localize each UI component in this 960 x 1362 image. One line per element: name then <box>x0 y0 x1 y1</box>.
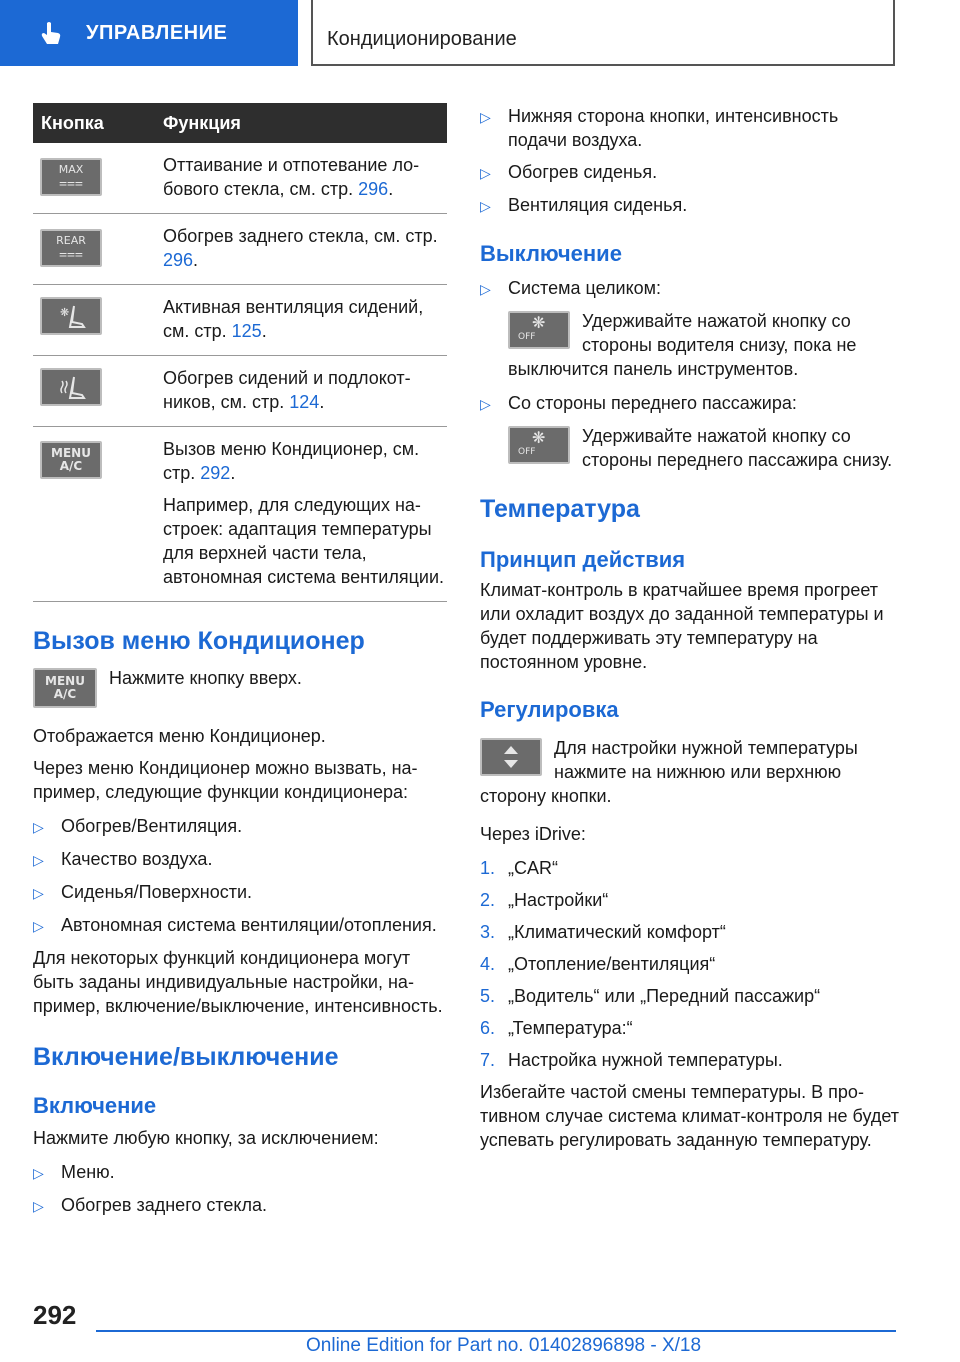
page-link[interactable]: 292 <box>200 463 231 483</box>
triangle-bullet-icon: ▷ <box>33 885 44 901</box>
list-item: ▷ Нижняя сторона кнопки, интенсивность подачи воздуха. <box>480 106 839 150</box>
page-header <box>0 0 960 66</box>
list-item: ▷ Вентиляция сиденья. <box>480 193 900 218</box>
fan-off-icon: ❋ OFF <box>508 311 570 349</box>
on-text: Нажмите любую кнопку, за исключением: <box>33 1128 379 1148</box>
row-function-text: Активная вентиляция сидений, см. стр. 125. <box>155 285 447 356</box>
triangle-bullet-icon: ▷ <box>33 819 44 835</box>
triangle-bullet-icon: ▷ <box>33 918 44 934</box>
page-link[interactable]: 124 <box>289 392 320 412</box>
principle-text: Климат-контроль в кратчайшее время прогреет или охладит воздух до заданной температуры и будет поддерживать эту температуру на постоянном уровне. <box>480 580 884 672</box>
onoff-title: Включение/выключение <box>33 1043 339 1071</box>
idrive-label: Через iDrive: <box>480 824 586 844</box>
hand-pointer-icon <box>38 20 64 46</box>
max-defrost-icon: MAX ⩶ <box>40 158 102 196</box>
list-item: 3. „Климатический комфорт“ <box>480 922 726 942</box>
triangle-bullet-icon: ▷ <box>33 852 44 868</box>
list-item: ▷ Сиденья/Поверхности. <box>33 880 447 905</box>
list-item: 1. „CAR“ <box>480 858 558 878</box>
principle-title: Принцип действия <box>480 547 686 572</box>
menu-p2: Через меню Кондиционер можно вызвать, например, следующие функции кондиционера: <box>33 758 418 802</box>
off-b1-text: Удерживайте нажатой кнопку со стороны водителя снизу, пока не выключится панель инструментов. <box>508 311 857 379</box>
page-link[interactable]: 296 <box>358 179 389 199</box>
triangle-bullet-icon: ▷ <box>33 1198 44 1214</box>
page-link[interactable]: 125 <box>231 321 262 341</box>
row-function-text: Вызов меню Кондиционер, см. стр. 292. Например, для следующих настроек: адаптация температуры для верхней части тела, автономная система вентиляции. <box>155 427 447 602</box>
menu-ac-icon: MENU A/C <box>40 441 102 479</box>
table-row <box>33 427 447 602</box>
triangle-bullet-icon: ▷ <box>480 281 491 297</box>
triangle-bullet-icon: ▷ <box>480 198 491 214</box>
col-header-button: Кнопка <box>33 103 155 143</box>
triangle-bullet-icon: ▷ <box>480 396 491 412</box>
list-item: ▷ Меню. <box>33 1160 447 1185</box>
list-item: ▷ Обогрев/Вентиляция. <box>33 814 447 839</box>
chapter-label: Кондиционирование <box>327 28 517 50</box>
menu-ac-icon: MENU A/C <box>33 668 97 708</box>
chapter-box <box>311 0 895 66</box>
adjust-title: Регулировка <box>480 697 619 722</box>
function-table <box>33 103 447 602</box>
triangle-bullet-icon: ▷ <box>480 109 491 125</box>
row-function-text: Оттаивание и отпотевание лобового стекла, см. стр. 296. <box>155 143 447 214</box>
adjust-text: Для настройки нужной температуры нажмите на нижнюю или верхнюю сторону кнопки. <box>480 738 858 806</box>
fan-off-icon: ❋ OFF <box>508 426 570 464</box>
left-column <box>33 103 447 1218</box>
row-extra-text: Например, для следующих настроек: адаптация температуры для верхней части тела, автономная система вентиляции. <box>163 495 445 587</box>
table-row <box>33 285 447 356</box>
triangle-bullet-icon: ▷ <box>33 1165 44 1181</box>
list-item: ▷ Обогрев заднего стекла. <box>33 1193 447 1218</box>
seat-ventilation-icon <box>40 297 102 335</box>
menu-intro: Нажмите кнопку вверх. <box>109 668 302 688</box>
row-function-text: Обогрев заднего стекла, см. стр. 296. <box>155 214 447 285</box>
section-tab[interactable] <box>0 0 298 66</box>
list-item: ▷ Качество воздуха. <box>33 847 447 872</box>
rear-window-heat-icon: REAR ⩶ <box>40 229 102 267</box>
page-link[interactable]: 296 <box>163 250 194 270</box>
list-item: 6. „Температура:“ <box>480 1018 633 1038</box>
section-label: УПРАВЛЕНИЕ <box>86 21 228 44</box>
svg-text:❋: ❋ <box>60 306 70 319</box>
page-number: 292 <box>33 1300 77 1330</box>
seat-heating-icon <box>40 368 102 406</box>
col-header-function: Функция <box>155 103 447 143</box>
menu-section-title: Вызов меню Кондиционер <box>33 627 365 655</box>
footer-divider <box>96 1330 896 1332</box>
temperature-warning: Избегайте частой смены температуры. В противном случае система климат-контроля не будет успевать регулировать заданную температуру. <box>480 1082 900 1150</box>
on-title: Включение <box>33 1093 157 1118</box>
list-item: 5. „Водитель“ или „Передний пассажир“ <box>480 986 821 1006</box>
menu-p1: Отображается меню Кондиционер. <box>33 726 326 746</box>
list-item: ▷ Система целиком: <box>480 276 900 301</box>
list-item: ▷ Автономная система вентиляции/отопления. <box>33 913 447 938</box>
list-item: ▷ Со стороны переднего пассажира: <box>480 391 900 416</box>
triangle-bullet-icon: ▷ <box>480 165 491 181</box>
table-row <box>33 214 447 285</box>
list-item: ▷ Обогрев сиденья. <box>480 160 900 185</box>
list-item: 4. „Отопление/вентиляция“ <box>480 954 716 974</box>
off-b2-text: Удерживайте нажатой кнопку со стороны переднего пассажира снизу. <box>582 426 893 470</box>
right-column <box>480 100 900 1152</box>
edition-text: Online Edition for Part no. 01402896898 - X/18 <box>306 1335 702 1356</box>
list-item: 2. „Настройки“ <box>480 890 609 910</box>
table-row <box>33 356 447 427</box>
table-row <box>33 143 447 214</box>
list-item: 7. Настройка нужной температуры. <box>480 1050 783 1070</box>
off-title: Выключение <box>480 241 622 266</box>
temperature-title: Температура <box>480 495 640 523</box>
table-header-row <box>33 103 447 143</box>
temperature-rocker-icon <box>480 738 542 776</box>
row-function-text: Обогрев сидений и подлокотников, см. стр. 124. <box>155 356 447 427</box>
menu-p3: Для некоторых функций кондиционера могут быть заданы индивидуальные настройки, например, включение/выключение, интенсивность. <box>33 948 443 1016</box>
